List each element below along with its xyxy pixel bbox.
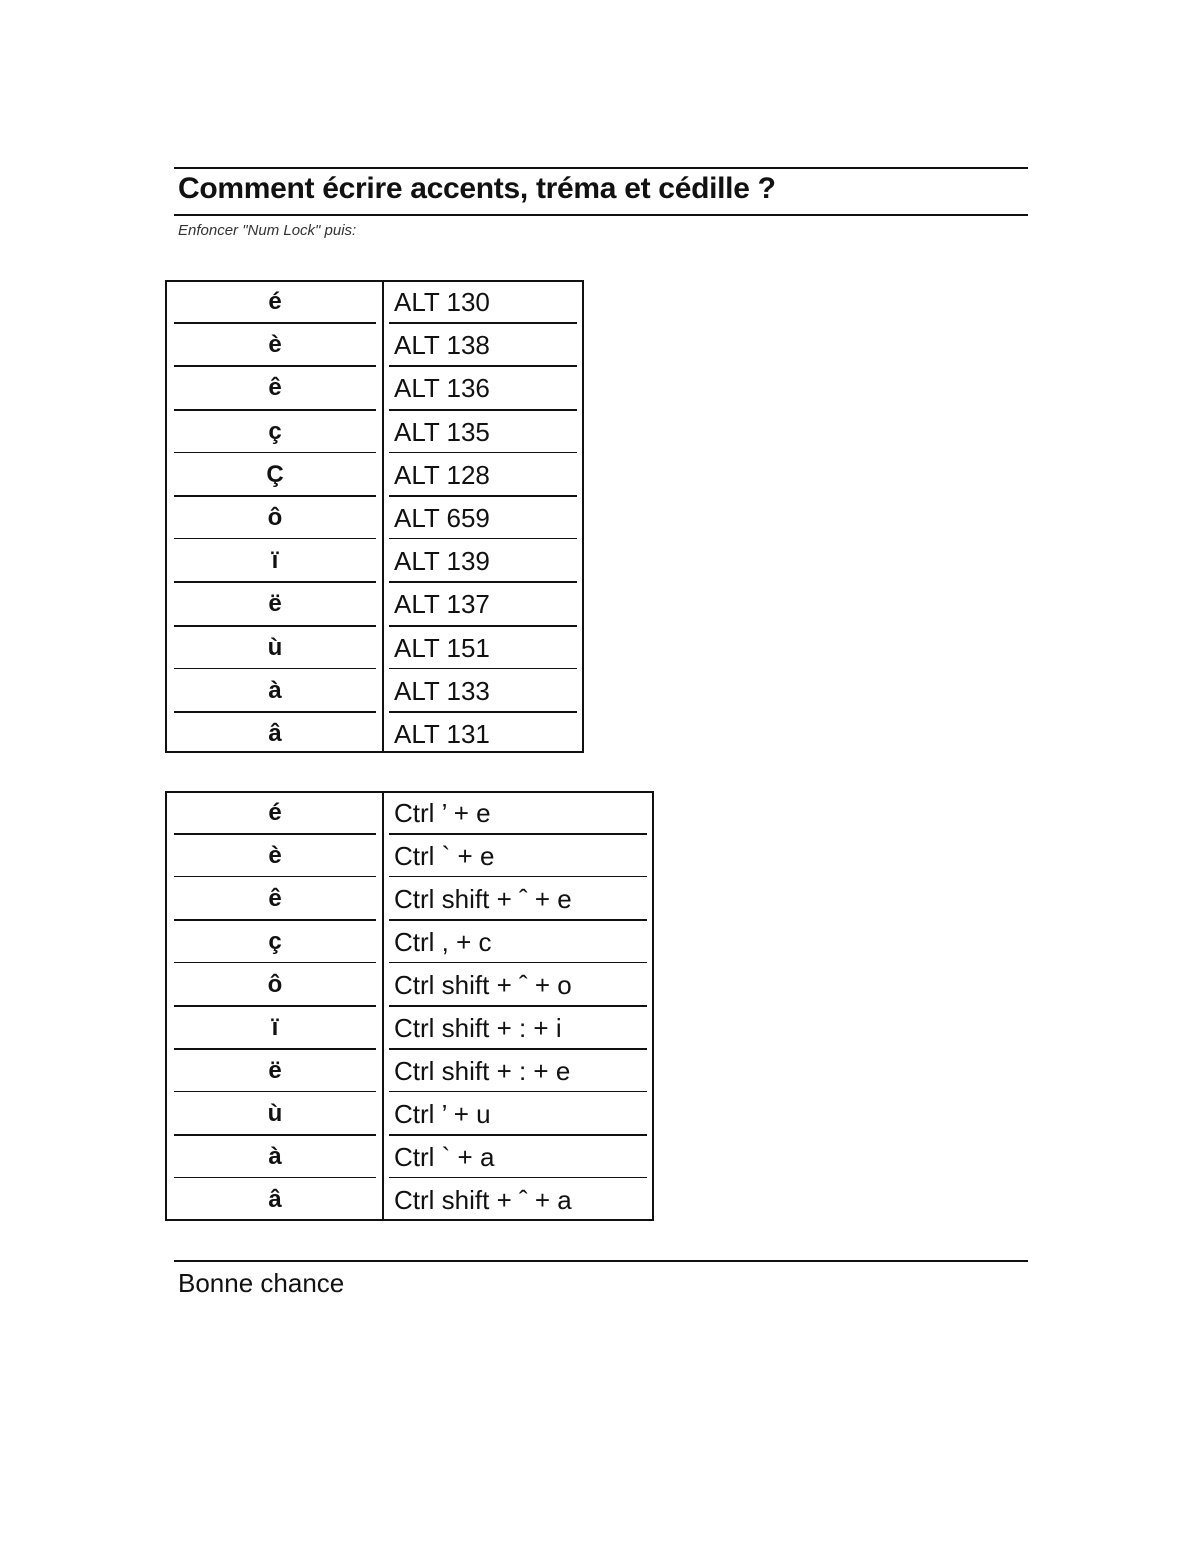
row-separator xyxy=(389,1134,647,1136)
table-row xyxy=(167,714,582,757)
accent-character: à xyxy=(268,676,282,704)
row-separator xyxy=(174,1091,376,1092)
key-combination: ALT 137 xyxy=(394,589,490,620)
key-combination: Ctrl ` + a xyxy=(394,1142,495,1172)
row-separator xyxy=(389,833,647,835)
row-separator xyxy=(174,711,376,713)
table-row xyxy=(167,282,582,325)
key-combination: Ctrl , + c xyxy=(394,927,492,957)
accent-character: é xyxy=(268,288,282,315)
row-separator xyxy=(389,581,577,583)
table-row xyxy=(167,1094,652,1137)
key-combination: ALT 128 xyxy=(394,459,490,490)
row-separator xyxy=(174,452,376,453)
table-row xyxy=(167,412,582,455)
accent-character: ô xyxy=(267,504,283,531)
accent-character: ê xyxy=(268,885,282,912)
row-separator xyxy=(389,452,577,453)
accent-character: é xyxy=(268,799,282,826)
table-row xyxy=(167,965,652,1008)
row-separator xyxy=(389,919,647,921)
key-combination: ALT 136 xyxy=(394,373,490,404)
row-separator xyxy=(174,668,376,669)
key-combination: ALT 151 xyxy=(394,632,490,663)
document-title: Comment écrire accents, tréma et cédille ? xyxy=(178,172,776,205)
key-combination: ALT 131 xyxy=(394,719,490,749)
accent-character: ë xyxy=(268,1057,282,1084)
table-row xyxy=(167,455,582,498)
key-combination: Ctrl shift + ˆ + o xyxy=(394,970,572,1000)
row-separator xyxy=(174,919,376,921)
key-combination: ALT 659 xyxy=(394,503,490,533)
row-separator xyxy=(389,365,577,367)
table-row xyxy=(167,584,582,627)
ctrl-shortcut-table xyxy=(165,791,654,1221)
footer-text: Bonne chance xyxy=(178,1268,345,1298)
accent-character: è xyxy=(268,842,282,869)
table-row xyxy=(167,1008,652,1051)
table-row xyxy=(167,1180,652,1223)
table-row xyxy=(167,541,582,584)
accent-character: ï xyxy=(271,1014,279,1041)
row-separator xyxy=(174,581,376,583)
row-separator xyxy=(389,962,647,963)
row-separator xyxy=(174,876,376,877)
table-row xyxy=(167,628,582,671)
row-separator xyxy=(174,495,376,497)
key-combination: ALT 135 xyxy=(394,416,490,447)
accent-character: ç xyxy=(268,928,282,955)
table-row xyxy=(167,1051,652,1094)
row-separator xyxy=(174,1005,376,1007)
row-separator xyxy=(389,322,577,324)
key-combination: Ctrl shift + ˆ + e xyxy=(394,884,572,914)
row-separator xyxy=(389,876,647,877)
accent-character: ô xyxy=(267,971,283,998)
accent-character: Ç xyxy=(266,460,284,488)
table-row xyxy=(167,368,582,411)
title-underline xyxy=(174,214,1028,216)
row-separator xyxy=(174,625,376,627)
table-row xyxy=(167,879,652,922)
footer-rule xyxy=(174,1260,1028,1262)
accent-character: ê xyxy=(268,374,282,402)
row-separator xyxy=(174,322,376,324)
table-row xyxy=(167,498,582,541)
accent-character: ù xyxy=(267,633,283,661)
accent-character: ù xyxy=(267,1100,283,1127)
row-separator xyxy=(174,1048,376,1050)
table-row xyxy=(167,671,582,714)
accent-character: à xyxy=(268,1143,282,1170)
row-separator xyxy=(174,365,376,367)
row-separator xyxy=(174,538,376,539)
row-separator xyxy=(174,833,376,835)
table-row xyxy=(167,922,652,965)
row-separator xyxy=(174,1134,376,1136)
row-separator xyxy=(389,625,577,627)
document-subtitle: Enfoncer "Num Lock" puis: xyxy=(178,222,357,239)
accent-character: â xyxy=(268,720,282,747)
row-separator xyxy=(389,495,577,497)
row-separator xyxy=(174,1177,376,1178)
row-separator xyxy=(389,409,577,411)
row-separator xyxy=(389,668,577,669)
table-row xyxy=(167,793,652,836)
top-rule xyxy=(174,167,1028,169)
accent-character: è xyxy=(268,331,282,359)
key-combination: ALT 133 xyxy=(394,675,490,706)
row-separator xyxy=(389,1005,647,1007)
row-separator xyxy=(389,1177,647,1178)
key-combination: Ctrl ’ + u xyxy=(394,1099,491,1129)
row-separator xyxy=(174,409,376,411)
table-row xyxy=(167,325,582,368)
key-combination: ALT 138 xyxy=(394,330,490,361)
key-combination: Ctrl ` + e xyxy=(394,841,495,871)
accent-character: ç xyxy=(268,417,282,445)
row-separator xyxy=(389,538,577,539)
accent-character: â xyxy=(268,1186,282,1213)
accent-character: ï xyxy=(271,547,279,575)
key-combination: ALT 130 xyxy=(394,287,490,317)
row-separator xyxy=(174,962,376,963)
key-combination: Ctrl shift + : + i xyxy=(394,1013,562,1043)
alt-code-table xyxy=(165,280,584,753)
key-combination: Ctrl shift + ˆ + a xyxy=(394,1185,572,1215)
key-combination: Ctrl shift + : + e xyxy=(394,1056,571,1086)
row-separator xyxy=(389,1091,647,1092)
table-row xyxy=(167,1137,652,1180)
table-row xyxy=(167,836,652,879)
key-combination: ALT 139 xyxy=(394,546,490,577)
row-separator xyxy=(389,711,577,713)
key-combination: Ctrl ’ + e xyxy=(394,798,491,828)
accent-character: ë xyxy=(268,590,282,618)
row-separator xyxy=(389,1048,647,1050)
